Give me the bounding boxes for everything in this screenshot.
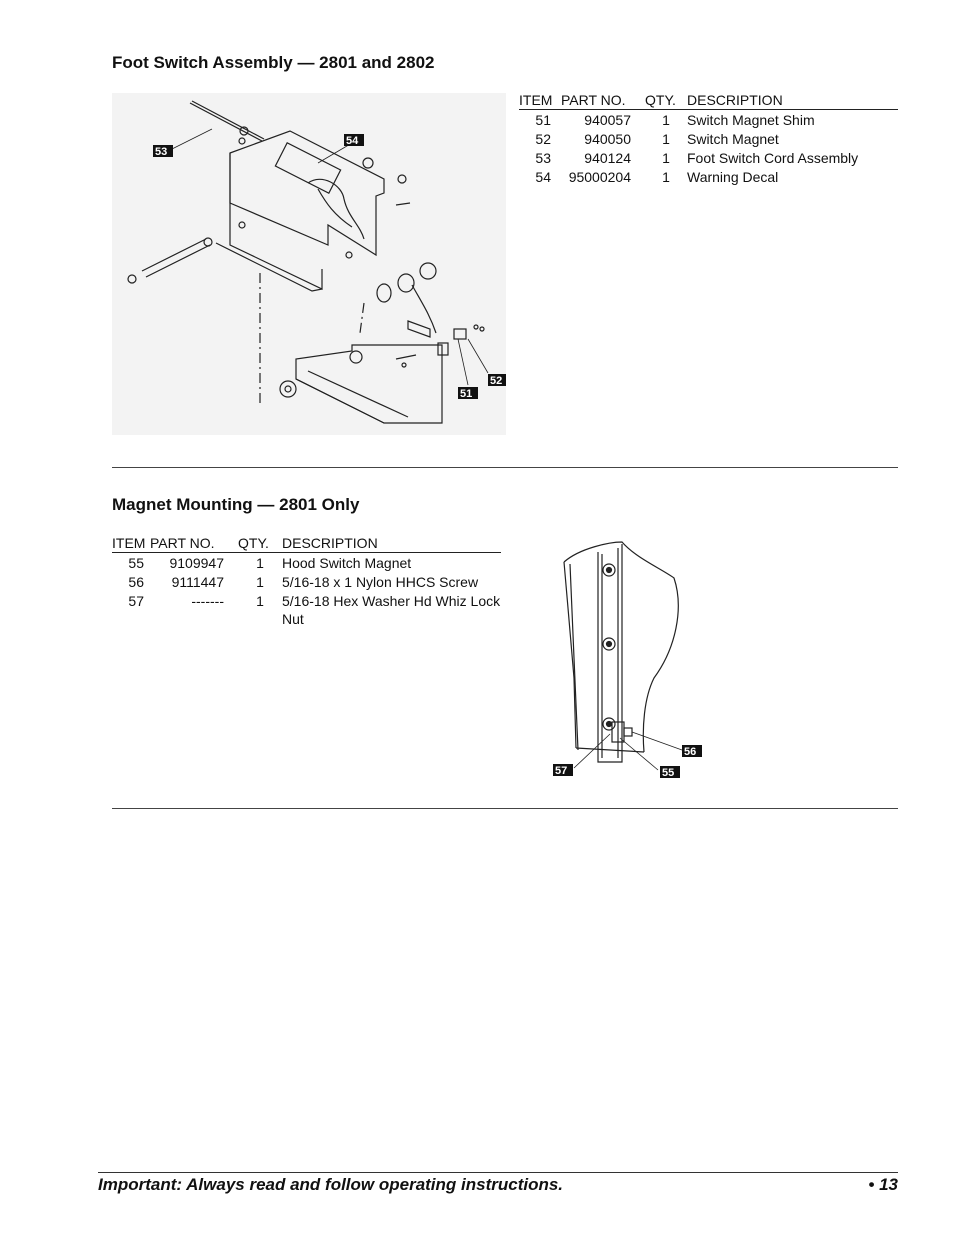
callout-52: 52 xyxy=(490,375,503,387)
table-header-row xyxy=(112,535,501,553)
cell-qty: 1 xyxy=(662,131,670,147)
table-row xyxy=(519,167,898,186)
table-row xyxy=(112,553,501,573)
cell-qty: 1 xyxy=(256,593,264,609)
callout-55: 55 xyxy=(662,767,675,779)
cell-item: 55 xyxy=(128,555,144,571)
cell-part-no: 940050 xyxy=(584,131,631,147)
table-header-row xyxy=(519,92,898,110)
callout-56: 56 xyxy=(684,746,697,758)
foot-switch-parts-table xyxy=(519,92,898,186)
cell-item: 57 xyxy=(128,593,144,609)
callout-54: 54 xyxy=(346,135,359,147)
section-divider xyxy=(112,808,898,809)
page-footer xyxy=(98,1172,898,1195)
table-row xyxy=(519,129,898,148)
cell-part-no: 9109947 xyxy=(169,555,224,571)
section-divider xyxy=(112,467,898,468)
cell-item: 56 xyxy=(128,574,144,590)
table-row xyxy=(519,148,898,167)
section-title-foot-switch: Foot Switch Assembly — 2801 and 2802 xyxy=(112,53,435,72)
callout-53: 53 xyxy=(155,146,168,158)
cell-qty: 1 xyxy=(662,112,670,128)
col-description: DESCRIPTION xyxy=(687,92,898,110)
col-description: DESCRIPTION xyxy=(282,535,501,553)
col-item: ITEM xyxy=(519,92,561,110)
callout-51: 51 xyxy=(460,388,473,400)
cell-description: Warning Decal xyxy=(687,169,779,185)
col-qty: QTY. xyxy=(224,535,282,553)
callout-57: 57 xyxy=(555,765,568,777)
table-row xyxy=(112,572,501,591)
cell-item: 52 xyxy=(535,131,551,147)
table-row xyxy=(519,110,898,130)
magnet-mounting-parts-table xyxy=(112,535,501,628)
col-part-no: PART NO. xyxy=(561,92,631,110)
cell-qty: 1 xyxy=(256,574,264,590)
cell-item: 54 xyxy=(535,169,551,185)
cell-qty: 1 xyxy=(662,150,670,166)
cell-description: Switch Magnet Shim xyxy=(687,112,815,128)
cell-description: 5/16-18 x 1 Nylon HHCS Screw xyxy=(282,574,479,590)
cell-part-no: 940057 xyxy=(584,112,631,128)
foot-switch-exploded-diagram xyxy=(112,93,506,435)
table-row xyxy=(112,591,501,628)
cell-part-no: 940124 xyxy=(584,150,631,166)
col-item: ITEM xyxy=(112,535,150,553)
col-qty: QTY. xyxy=(631,92,687,110)
cell-part-no: 95000204 xyxy=(568,169,631,185)
page-number: • 13 xyxy=(868,1175,898,1194)
cell-description: 5/16-18 Hex Washer Hd Whiz Lock Nut xyxy=(282,593,501,627)
cell-item: 51 xyxy=(535,112,551,128)
cell-part-no: 9111447 xyxy=(171,574,224,590)
cell-item: 53 xyxy=(535,150,551,166)
magnet-mounting-diagram xyxy=(550,538,710,783)
section-title-magnet-mounting: Magnet Mounting — 2801 Only xyxy=(112,495,360,514)
cell-description: Hood Switch Magnet xyxy=(282,555,412,571)
cell-part-no: ------- xyxy=(191,593,224,609)
cell-description: Foot Switch Cord Assembly xyxy=(687,150,859,166)
cell-description: Switch Magnet xyxy=(687,131,779,147)
cell-qty: 1 xyxy=(662,169,670,185)
col-part-no: PART NO. xyxy=(150,535,224,553)
cell-qty: 1 xyxy=(256,555,264,571)
footer-notice: Important: Always read and follow operating instructions. xyxy=(98,1175,564,1194)
